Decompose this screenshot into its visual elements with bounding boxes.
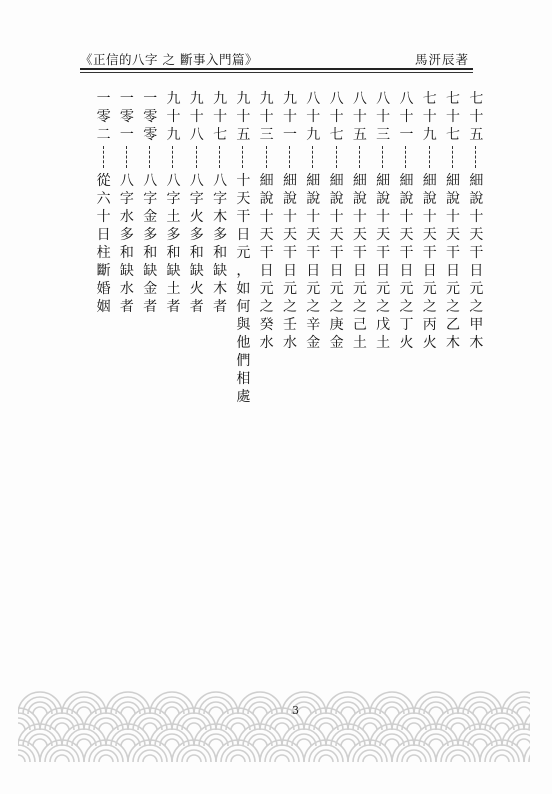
wave-arc	[18, 723, 25, 730]
wave-arc	[121, 739, 135, 746]
toc-entry	[255, 90, 278, 406]
wave-arc	[62, 692, 106, 714]
wave-arc	[253, 739, 267, 746]
page-number: 3	[292, 704, 299, 717]
wave-arc	[209, 739, 223, 746]
wave-arc	[407, 723, 421, 730]
toc-leader-line	[452, 146, 454, 168]
toc-leader-line	[126, 146, 128, 168]
wave-arc	[55, 755, 69, 762]
wave-arc	[165, 739, 179, 746]
wave-arc	[282, 692, 326, 714]
toc-leader-line	[103, 146, 105, 168]
toc-entry-number-glyphs: 九 十 三	[259, 91, 274, 143]
toc-entry	[278, 90, 301, 406]
toc-leader-line	[382, 146, 384, 168]
toc-entry-title-glyphs: 八 字 金 多 和 缺 金 者	[143, 173, 158, 315]
wave-arc	[446, 750, 470, 762]
wave-arc	[370, 692, 414, 714]
toc-leader-line	[266, 146, 268, 168]
toc-entry-title-glyphs: 八 字 土 多 和 缺 土 者	[166, 173, 181, 315]
toc-entry-title-glyphs: 細 說 十 天 干 日 元 之 丁 火	[399, 173, 414, 351]
toc-entry-number-glyphs: 九 十 一	[282, 91, 297, 143]
wave-arc	[226, 750, 250, 762]
wave-arc	[507, 697, 530, 714]
toc-entry	[418, 90, 441, 406]
toc-entry	[208, 90, 231, 406]
toc-entry-title-glyphs: 細 說 十 天 干 日 元 之 甲 木	[469, 173, 484, 351]
wave-arc	[495, 723, 509, 730]
wave-arc	[187, 755, 201, 762]
toc-entry-title-glyphs: 八 字 水 多 和 缺 水 者	[119, 173, 134, 315]
seigaiha-wave-ornament	[18, 690, 530, 770]
wave-arc	[517, 739, 530, 746]
wave-arc	[363, 755, 377, 762]
wave-arc	[275, 755, 289, 762]
wave-arc	[314, 750, 338, 762]
toc-entry	[441, 90, 464, 406]
table-of-contents	[92, 90, 488, 406]
wave-arc	[138, 750, 162, 762]
toc-entry	[465, 90, 488, 406]
toc-entry-title-glyphs: 八 字 木 多 和 缺 木 者	[213, 173, 228, 315]
toc-entry	[162, 90, 185, 406]
wave-arc	[231, 723, 245, 730]
wave-arc	[502, 692, 530, 714]
wave-arc	[385, 707, 399, 714]
wave-arc	[99, 723, 113, 730]
toc-entry-title-glyphs: 細 說 十 天 干 日 元 之 庚 金	[329, 173, 344, 351]
toc-leader-line	[429, 146, 431, 168]
wave-arc	[253, 707, 267, 714]
wave-arc	[106, 692, 150, 714]
toc-entry	[325, 90, 348, 406]
toc-entry-number-glyphs: 一 零 一	[119, 91, 134, 143]
toc-entry-number-glyphs: 八 十 七	[329, 91, 344, 143]
wave-arc	[231, 755, 245, 762]
toc-entry-number-glyphs: 九 十 五	[236, 91, 251, 143]
wave-arc	[55, 723, 69, 730]
toc-leader-line	[196, 146, 198, 168]
wave-arc	[50, 750, 74, 762]
wave-arc	[143, 755, 157, 762]
toc-entry-title-glyphs: 細 說 十 天 干 日 元 之 丙 火	[422, 173, 437, 351]
wave-arc	[143, 723, 157, 730]
wave-arc	[182, 750, 206, 762]
toc-entry-number-glyphs: 八 十 一	[399, 91, 414, 143]
wave-arc	[33, 739, 47, 746]
wave-arc	[517, 707, 530, 714]
toc-entry-number-glyphs: 七 十 九	[422, 91, 437, 143]
wave-arc	[363, 723, 377, 730]
wave-arc	[297, 707, 311, 714]
toc-entry-number-glyphs: 七 十 五	[469, 91, 484, 143]
wave-arc	[99, 755, 113, 762]
toc-entry-number-glyphs: 九 十 七	[213, 91, 228, 143]
toc-leader-line	[172, 146, 174, 168]
wave-arc	[165, 707, 179, 714]
wave-arc	[77, 707, 91, 714]
wave-arc	[429, 707, 443, 714]
toc-entry-number-glyphs: 八 十 三	[376, 91, 391, 143]
wave-arc	[507, 729, 530, 746]
running-header	[80, 50, 473, 72]
toc-entry-number-glyphs: 一 零 二	[96, 91, 111, 143]
toc-entry-title-glyphs: 八 字 火 多 和 缺 火 者	[189, 173, 204, 315]
toc-entry-number-glyphs: 一 零 零	[143, 91, 158, 143]
wave-arc	[341, 739, 355, 746]
toc-entry	[348, 90, 371, 406]
wave-arc	[402, 750, 426, 762]
header-rule-thin	[80, 72, 473, 73]
toc-entry	[232, 90, 255, 406]
toc-entry-title-glyphs: 細 說 十 天 干 日 元 之 辛 金	[306, 173, 321, 351]
wave-arc	[458, 692, 502, 714]
toc-leader-line	[312, 146, 314, 168]
toc-entry-title-glyphs: 細 說 十 天 干 日 元 之 戊 土	[376, 173, 391, 351]
toc-entry-number-glyphs: 九 十 九	[166, 91, 181, 143]
wave-arc	[150, 692, 194, 714]
wave-arc	[326, 692, 370, 714]
wave-arc	[209, 707, 223, 714]
toc-entry	[139, 90, 162, 406]
toc-entry	[395, 90, 418, 406]
wave-arc	[473, 739, 487, 746]
toc-entry-title-glyphs: 細 說 十 天 干 日 元 之 壬 水	[282, 173, 297, 351]
wave-arc	[275, 723, 289, 730]
wave-arc	[407, 755, 421, 762]
wave-arc	[194, 692, 238, 714]
toc-leader-line	[359, 146, 361, 168]
wave-arc	[341, 707, 355, 714]
wave-arc	[238, 692, 282, 714]
toc-leader-line	[405, 146, 407, 168]
toc-entry	[302, 90, 325, 406]
wave-arc	[270, 750, 294, 762]
wave-arc	[490, 750, 514, 762]
toc-entry-title-glyphs: 細 說 十 天 干 日 元 之 己 土	[352, 173, 367, 351]
toc-entry	[372, 90, 395, 406]
header-rule-thick	[80, 68, 473, 70]
wave-arc	[297, 739, 311, 746]
wave-arc	[187, 723, 201, 730]
wave-arc	[414, 692, 458, 714]
wave-arc	[495, 755, 509, 762]
toc-leader-line	[219, 146, 221, 168]
toc-entry-number-glyphs: 九 十 八	[189, 91, 204, 143]
toc-leader-line	[336, 146, 338, 168]
toc-entry	[92, 90, 115, 406]
toc-entry-number-glyphs: 八 十 九	[306, 91, 321, 143]
wave-arc	[121, 707, 135, 714]
wave-arc	[473, 707, 487, 714]
wave-arc	[502, 724, 530, 746]
wave-arc	[319, 755, 333, 762]
wave-arc	[94, 750, 118, 762]
toc-entry-number-glyphs: 七 十 七	[446, 91, 461, 143]
wave-arc	[385, 739, 399, 746]
toc-entry-number-glyphs: 八 十 五	[352, 91, 367, 143]
toc-leader-line	[242, 146, 244, 168]
toc-entry	[115, 90, 138, 406]
wave-arc	[429, 739, 443, 746]
wave-arc	[18, 755, 25, 762]
toc-leader-line	[289, 146, 291, 168]
toc-entry	[185, 90, 208, 406]
book-title: 《正信的八字 之 斷事入門篇》	[80, 52, 258, 67]
wave-arc	[319, 723, 333, 730]
toc-leader-line	[475, 146, 477, 168]
wave-arc	[33, 707, 47, 714]
wave-arc	[18, 692, 62, 714]
wave-arc	[451, 755, 465, 762]
wave-arc	[358, 750, 382, 762]
toc-entry-title-glyphs: 十 天 干 日 元 ， 如 何 與 他 們 相 處	[236, 173, 251, 405]
toc-entry-title-glyphs: 細 說 十 天 干 日 元 之 乙 木	[446, 173, 461, 351]
toc-leader-line	[149, 146, 151, 168]
author-credit: 馬汧辰著	[414, 52, 469, 67]
wave-arc	[451, 723, 465, 730]
wave-arc	[77, 739, 91, 746]
toc-entry-title-glyphs: 細 說 十 天 干 日 元 之 癸 水	[259, 173, 274, 351]
toc-entry-title-glyphs: 從 六 十 日 柱 斷 婚 姻	[96, 173, 111, 315]
